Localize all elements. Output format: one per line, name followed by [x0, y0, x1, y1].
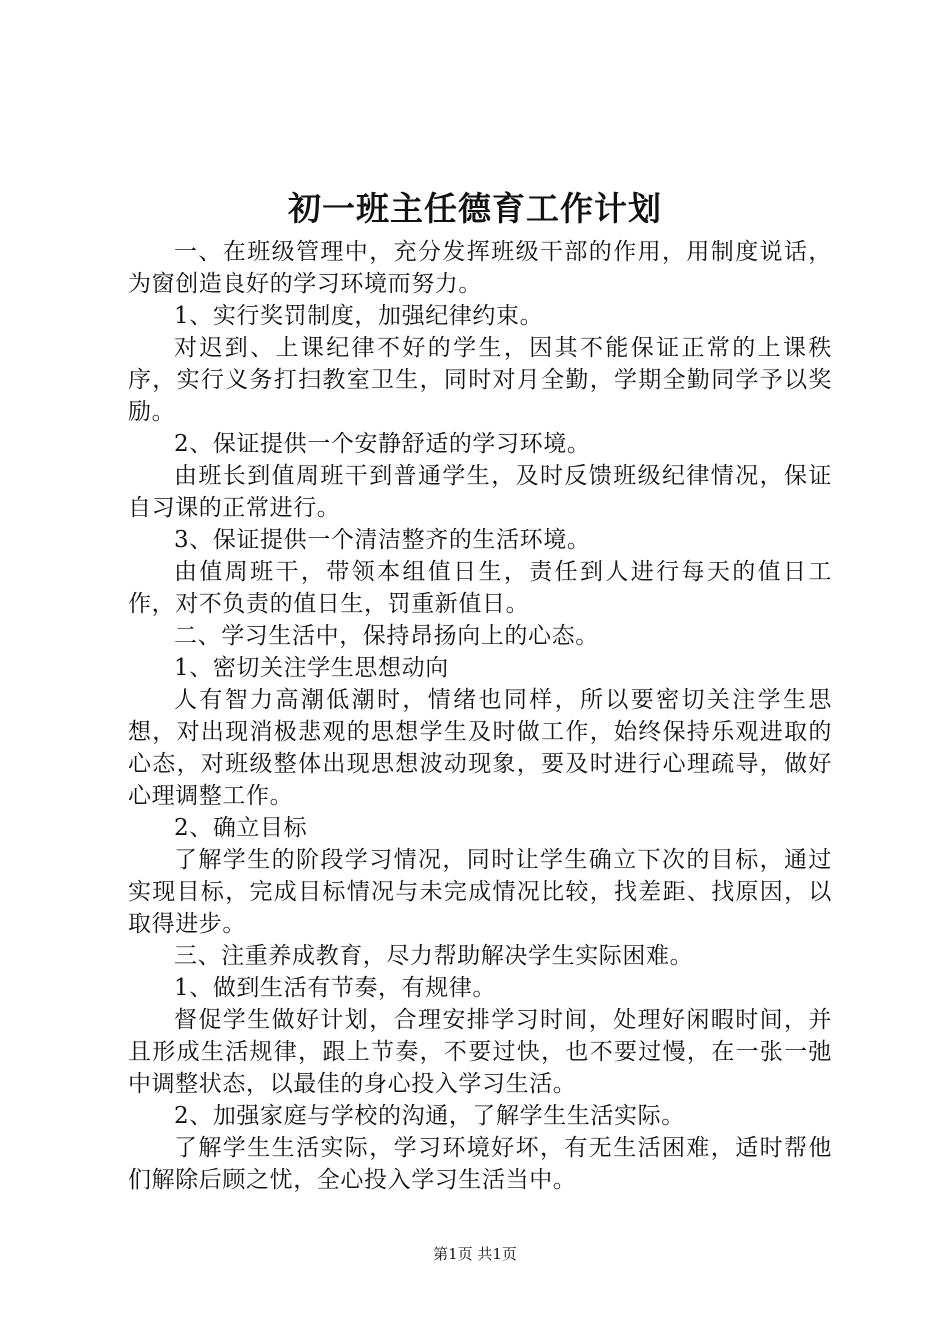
- paragraph: 一、在班级管理中，充分发挥班级干部的作用，用制度说话，为窗创造良好的学习环境而努力。: [128, 239, 832, 297]
- document-body: [128, 236, 832, 1196]
- paragraph: 由班长到值周班干到普通学生，及时反馈班级纪律情况，保证自习课的正常进行。: [128, 463, 832, 521]
- paragraph: 对迟到、上课纪律不好的学生，因其不能保证正常的上课秩序，实行义务打扫教室卫生，同时对月全勤，学期全勤同学予以奖励。: [128, 335, 832, 425]
- paragraph: 督促学生做好计划，合理安排学习时间，处理好闲暇时间，并且形成生活规律，跟上节奏，不要过快，也不要过慢，在一张一弛中调整状态，以最佳的身心投入学习生活。: [128, 1007, 832, 1097]
- paragraph: 了解学生生活实际，学习环境好坏，有无生活困难，适时帮他们解除后顾之忧，全心投入学习生活当中。: [128, 1135, 832, 1193]
- paragraph: 由值周班干，带领本组值日生，责任到人进行每天的值日工作，对不负责的值日生，罚重新值日。: [128, 559, 832, 617]
- paragraph: 三、注重养成教育，尽力帮助解决学生实际困难。: [174, 943, 694, 969]
- paragraph: 人有智力高潮低潮时，情绪也同样，所以要密切关注学生思想，对出现消极悲观的思想学生及时做工作，始终保持乐观进取的心态，对班级整体出现思想波动现象，要及时进行心理疏导，做好心理调整工作。: [128, 687, 832, 809]
- paragraph: 1、实行奖罚制度，加强纪律约束。: [174, 303, 544, 329]
- paragraph: 3、保证提供一个清洁整齐的生活环境。: [174, 527, 591, 553]
- paragraph: 1、做到生活有节奏，有规律。: [174, 975, 497, 1001]
- page-title: 初一班主任德育工作计划: [288, 189, 662, 228]
- page-footer: 第1页 共1页: [433, 1245, 517, 1263]
- paragraph: 2、确立目标: [174, 815, 308, 841]
- paragraph: 2、加强家庭与学校的沟通，了解学生生活实际。: [174, 1103, 685, 1129]
- paragraph: 1、密切关注学生思想动向: [174, 655, 449, 681]
- paragraph: 2、保证提供一个安静舒适的学习环境。: [174, 431, 591, 457]
- paragraph: 二、学习生活中，保持昂扬向上的心态。: [174, 623, 599, 649]
- paragraph: 了解学生的阶段学习情况，同时让学生确立下次的目标，通过实现目标，完成目标情况与未完成情况比较，找差距、找原因，以取得进步。: [128, 847, 832, 937]
